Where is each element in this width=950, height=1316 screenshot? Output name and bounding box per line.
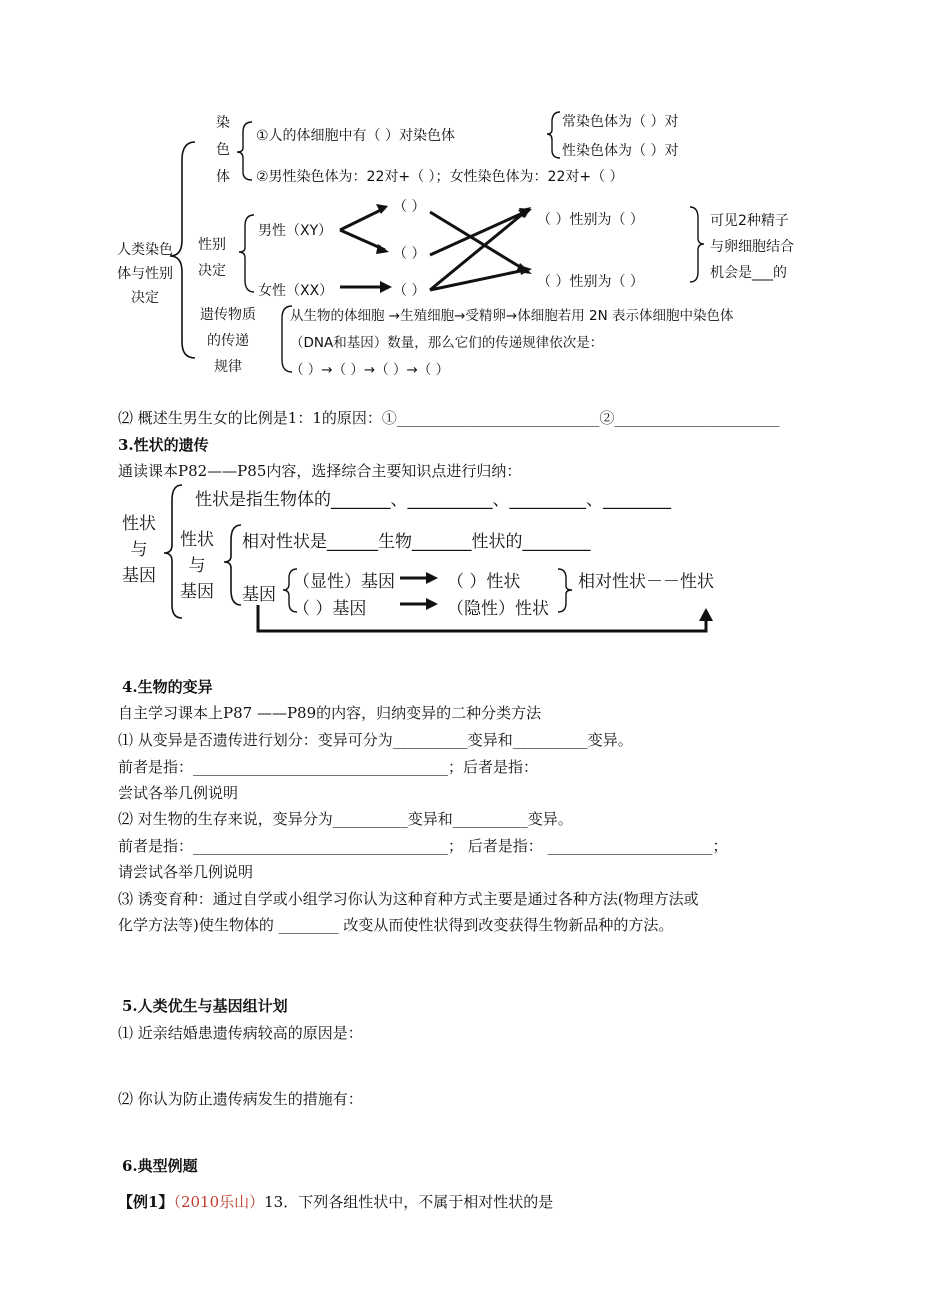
chromosome-count-line: ①人的体细胞中有（ ）对染色体: [256, 128, 456, 144]
note-line: 与卵细胞结合: [710, 239, 794, 255]
sex-chromosome-line: 性染色体为（ ）对: [562, 143, 679, 159]
female-label: 女性（XX）: [258, 283, 334, 299]
root-line: 基因: [122, 566, 156, 586]
sub-line: 与: [188, 556, 206, 576]
section-4-line: 前者是指：__________________________________；后者是指：: [118, 758, 539, 776]
heredity-text-3: （ ）→（ ）→（ ）→（ ）: [290, 362, 450, 378]
note-line: 机会是___的: [710, 265, 787, 281]
section-3-intro: 通读课本P82——P85内容，选择综合主要知识点进行归纳：: [118, 462, 522, 480]
sub-line: 性状: [180, 530, 214, 550]
blank-bottom: （ ）: [393, 283, 426, 299]
section-4-line: 自主学习课本上P87 ——P89的内容，归纳变异的二种分类方法: [118, 704, 542, 722]
sub-line: 基因: [180, 582, 214, 602]
root-line: 性状: [122, 514, 156, 534]
label-line: 性别: [198, 237, 226, 253]
label-char: 体: [216, 169, 230, 185]
autosome-line: 常染色体为（ ）对: [562, 114, 679, 130]
root-line: 决定: [131, 290, 159, 306]
blank-mid: （ ）: [393, 246, 426, 262]
example-source: （2010乐山）: [173, 1193, 265, 1211]
example-label: 【例1】: [118, 1193, 174, 1211]
trait-definition: 性状是指生物体的_______、__________、_________、________: [195, 490, 671, 510]
section-4-line: 尝试各举几例说明: [118, 784, 239, 802]
sex-ratio-question: ⑵ 概述生男生女的比例是1：1的原因：①___________________________②______________________: [118, 409, 780, 427]
heredity-text-2: （DNA和基因）数量，那么它们的传递规律依次是：: [290, 335, 604, 351]
root-line: 体与性别: [117, 266, 173, 282]
diagram2-sub: [180, 527, 214, 605]
label-line: 的传递: [207, 333, 249, 349]
section-3-title: 3.性状的遗传: [118, 436, 209, 454]
relative-trait-definition: 相对性状是______生物_______性状的________: [242, 532, 591, 552]
label-char: 染: [216, 115, 230, 131]
section-4-title: 4.生物的变异: [122, 678, 213, 696]
label-line: 遗传物质: [200, 307, 256, 323]
recessive-trait: （隐性）性状: [447, 599, 549, 619]
male-label: 男性（XY）: [258, 223, 333, 239]
label-char: 色: [216, 142, 230, 158]
relative-trait-conclusion: 相对性状－－性状: [578, 572, 714, 592]
section-4-line: ⑴ 从变异是否遗传进行划分：变异可分为__________变异和__________变异。: [118, 731, 633, 749]
dominant-trait: （ ）性状: [447, 572, 521, 592]
label-line: 决定: [198, 263, 226, 279]
diagram2-root: [122, 511, 156, 589]
male-female-chromosome-line: ②男性染色体为：22对+（ ）；女性染色体为：22对+（ ）: [256, 169, 624, 185]
root-line: 与: [130, 540, 148, 560]
section-4-line: ⑶ 诱变育种：通过自学或小组学习你认为这种育种方式主要是通过各种方法(物理方法或: [118, 890, 699, 908]
section-5-title: 5.人类优生与基因组计划: [122, 997, 288, 1015]
example-1: [118, 1191, 553, 1212]
gene-label: 基因: [242, 585, 276, 605]
blank-top: （ ）: [393, 199, 426, 215]
heredity-text-1: 从生物的体细胞 →生殖细胞→受精卵→体细胞若用 2N 表示体细胞中染色体: [290, 308, 734, 324]
result-1: （ ）性别为（ ）: [537, 212, 644, 228]
dominant-gene: （显性）基因: [293, 572, 395, 592]
root-line: 人类染色: [117, 242, 173, 258]
section-5-question-2: ⑵ 你认为防止遗传病发生的措施有：: [118, 1090, 363, 1108]
section-4-line: 请尝试各举几例说明: [118, 863, 254, 881]
section-4-line: 化学方法等)使生物体的 ________ 改变从而使性状得到改变获得生物新品种的方法。: [118, 916, 674, 934]
result-2: （ ）性别为（ ）: [537, 274, 644, 290]
section-5-question-1: ⑴ 近亲结婚患遗传病较高的原因是：: [118, 1024, 363, 1042]
recessive-gene: （ ）基因: [293, 599, 367, 619]
example-text: 13．下列各组性状中，不属于相对性状的是: [264, 1193, 554, 1211]
note-line: 可见2种精子: [710, 213, 789, 229]
section-4-line: ⑵ 对生物的生存来说，变异分为__________变异和__________变异。: [118, 810, 573, 828]
label-line: 规律: [214, 359, 242, 375]
section-4-line: 前者是指：__________________________________； 后者是指： ______________________；: [118, 837, 728, 855]
section-6-title: 6.典型例题: [122, 1157, 198, 1175]
